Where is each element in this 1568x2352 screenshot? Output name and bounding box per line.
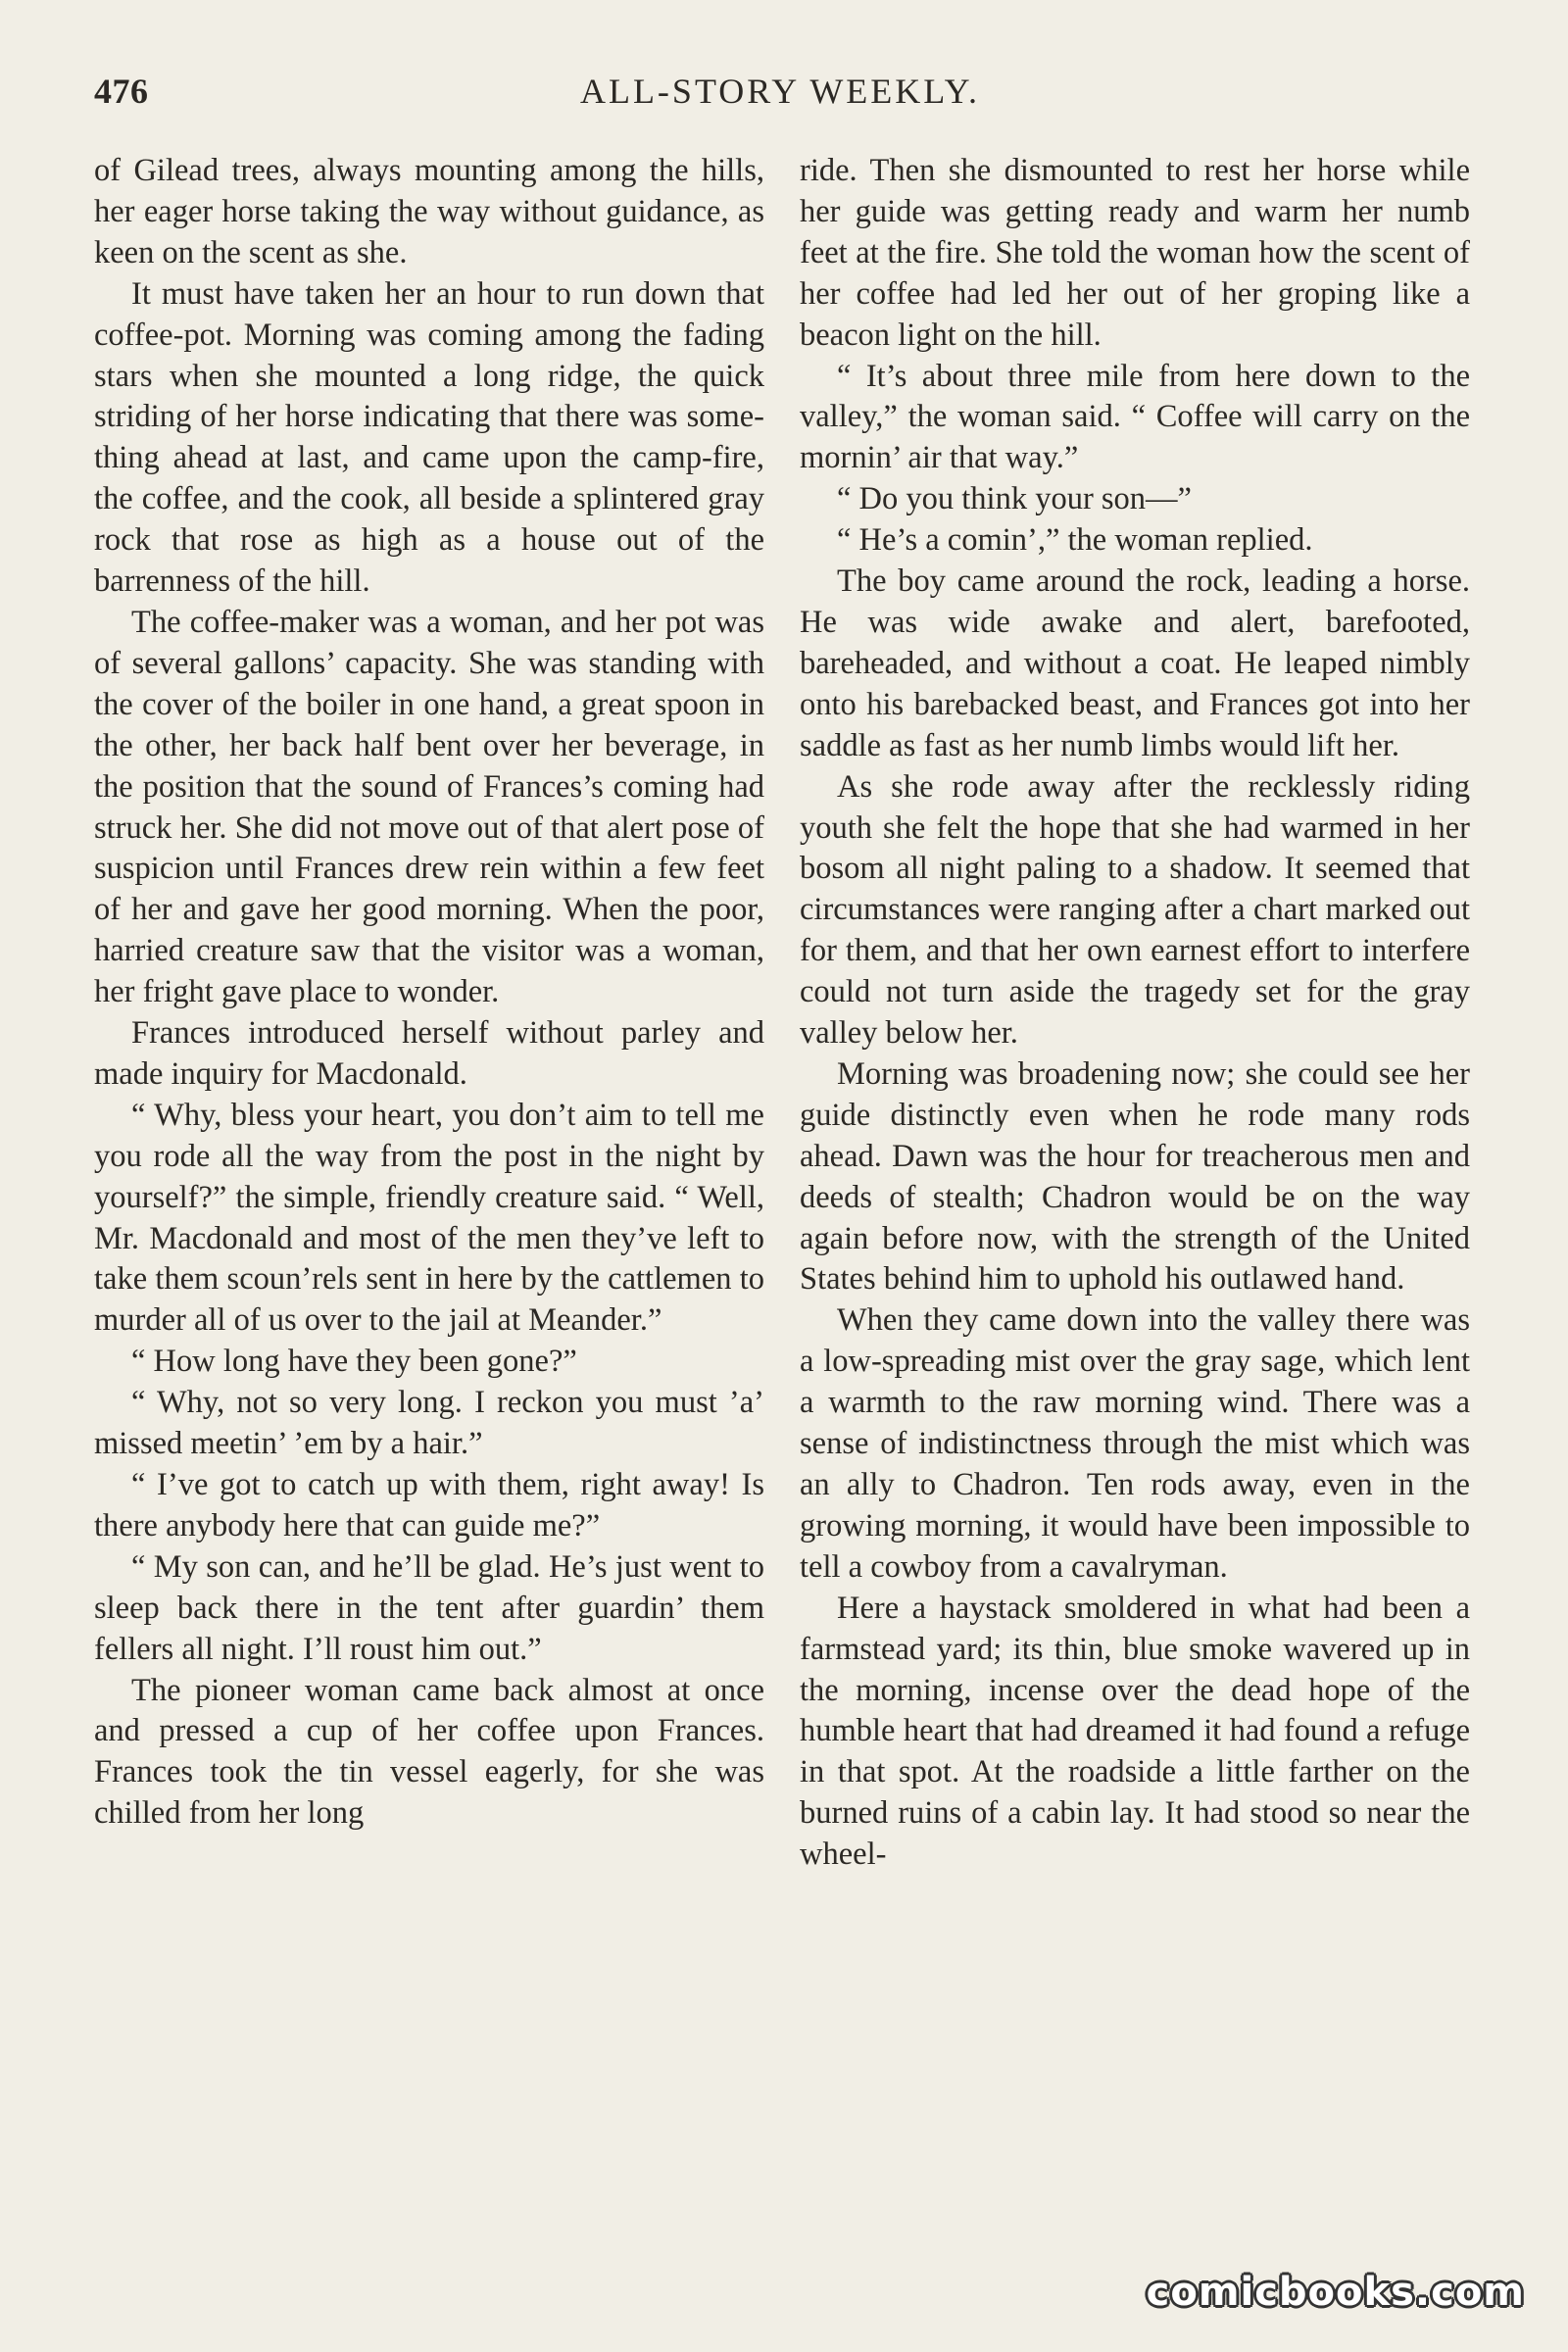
paragraph: The boy came around the rock, leading a horse. He was wide awake and alert, barefooted, bareheaded, and without a coat. He leaped nimbly onto his barebacked beast, and Frances got into her saddle as fast as her numb limbs would lift her.: [800, 564, 1470, 763]
paragraph: “ Do you think your son—”: [837, 481, 1192, 517]
paragraph: “ He’s a comin’,” the woman replied.: [837, 522, 1313, 559]
paragraph: of Gilead trees, always mounting among the hills, her eager horse taking the way without guidance, as keen on the scent as she.: [94, 153, 764, 270]
page-number: 476: [94, 72, 149, 111]
page-header: [94, 71, 1466, 129]
left-text-column: [94, 151, 764, 2248]
paragraph: Here a haystack smoldered in what had been a farmstead yard; its thin, blue smoke wavered up in the morning, incense over the dead hope of the humble heart that had dreamed it had found a refuge in that spot. At the roadside a little farther on the burned ruins of a cabin lay. It had stood so near the wheel-: [800, 1590, 1470, 1873]
paragraph: As she rode away after the recklessly riding youth she felt the hope that she had warmed in her bosom all night paling to a shadow. It seemed that circumstances were ranging after a chart marked out for them, and that her own earnest effort to interfere could not turn aside the tragedy set for the gray valley below her.: [800, 768, 1470, 1052]
paragraph: “ My son can, and he’ll be glad. He’s just went to sleep back there in the tent after guardin’ them fellers all night. I’ll roust him out.”: [94, 1548, 764, 1667]
paragraph: The pioneer woman came back almost at once and pressed a cup of her coffee upon Frances. Frances took the tin vessel eagerly, for she was chilled from her long: [94, 1672, 764, 1832]
paragraph: Frances introduced herself without parley and made inquiry for Macdonald.: [94, 1015, 764, 1092]
paragraph: Morning was broadening now; she could see her guide distinctly even when he rode many rods ahead. Dawn was the hour for treacherous men and deeds of stealth; Chadron would be on the way again before now, with the strength of the United States behind him to uphold his outlawed hand.: [800, 1055, 1470, 1298]
right-text-column: [800, 151, 1470, 2248]
running-head: ALL-STORY WEEKLY.: [579, 72, 981, 111]
paragraph: “ I’ve got to catch up with them, right away! Is there anybody here that can guide me?”: [94, 1467, 764, 1544]
paragraph: “ It’s about three mile from here down to the valley,” the woman said. “ Coffee will carry on the mornin’ air that way.”: [800, 358, 1470, 476]
paragraph: When they came down into the valley there was a low-spreading mist over the gray sage, which lent a warmth to the raw morning wind. There was a sense of indistinctness through the mist which was an ally to Chadron. Ten rods away, even in the growing morning, it would have been impossible to tell a cowboy from a cavalryman.: [800, 1302, 1470, 1585]
paragraph: It must have taken her an hour to run down that coffee-pot. Morning was coming among the fading stars when she mounted a long ridge, the quick striding of her horse indicating that there was something ahead at last, and came upon the camp-fire, the coffee, and the cook, all beside a splintered gray rock that rose as high as a house out of the barrenness of the hill.: [94, 275, 764, 600]
paragraph: “ How long have they been gone?”: [131, 1344, 577, 1380]
paragraph: “ Why, bless your heart, you don’t aim to tell me you rode all the way from the post in the night by yourself?” the simple, friendly creature said. “ Well, Mr. Macdonald and most of the men they’ve left to take them scoun’rels sent in here by the cattlemen to murder all of us over to the jail at Meander.”: [94, 1097, 764, 1339]
paragraph: “ Why, not so very long. I reckon you must ’a’ missed meetin’ ’em by a hair.”: [94, 1385, 764, 1462]
site-watermark: comicbooks.com: [1146, 2270, 1525, 2315]
paragraph: ride. Then she dismounted to rest her horse while her guide was getting ready and warm her numb feet at the fire. She told the woman how the scent of her coffee had led her out of her groping like a beacon light on the hill.: [800, 153, 1470, 353]
paragraph: The coffee-maker was a woman, and her pot was of several gallons’ capacity. She was standing with the cover of the boiler in one hand, a great spoon in the other, her back half bent over her beverage, in the position that the sound of Frances’s coming had struck her. She did not move out of that alert pose of suspicion until Frances drew rein within a few feet of her and gave her good morning. When the poor, harried creature saw that the visitor was a woman, her fright gave place to wonder.: [94, 604, 764, 1010]
